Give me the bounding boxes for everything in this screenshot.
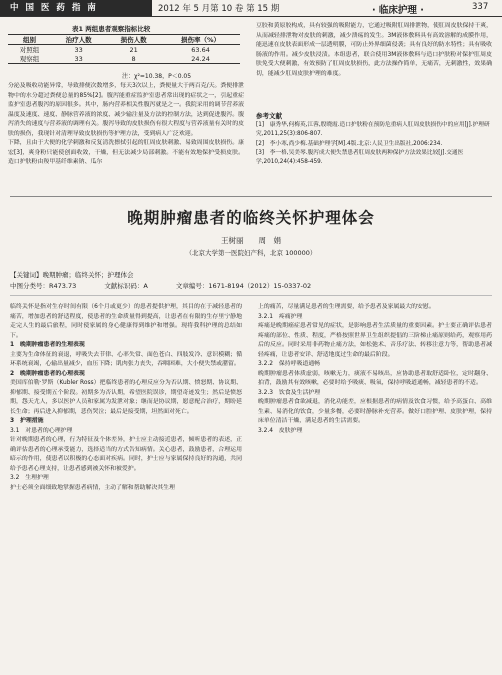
section-heading: 1 晚期肿瘤患者的生理表现: [10, 342, 85, 348]
table-header-row: [8, 35, 240, 45]
article-left-column: [10, 303, 242, 493]
table-cell: 63.64: [191, 45, 210, 54]
header-divider: [10, 295, 492, 296]
article-number: 文章编号：1671-8194（2012）15-0337-02: [175, 282, 312, 290]
paragraph: 下降，且由于大便的化学刺激和反复清洗擦拭引起的肛周皮肤刺激、易致周围皮肤损伤。康宏[3]，爽身粉只能使创面收敛，干燥，但无法减少局部刺激。不能有效地保护受损皮肤。造口护肤粉由羧甲基纤维素钠、瓜尔: [8, 140, 244, 165]
paragraph: 上的痛苦，尽量满足患者的生理需要，给予患者及家属最大的安慰。: [258, 304, 435, 310]
table-cell: 33: [74, 45, 83, 54]
subsection-heading: 3.2.3 饮食及生活护理: [258, 389, 321, 396]
issue-info: 2012 年 5 月第 10 卷 第 15 期: [158, 4, 280, 14]
table-note: 注：χ²=10.38，P＜0.05: [122, 73, 192, 80]
section-title: · 临床护理 ·: [372, 5, 424, 16]
table-cell: 21: [129, 45, 138, 54]
subsection-heading: 3.2.4 皮肤护理: [258, 427, 303, 434]
paragraph: 主要为生命体征的衰退，呼吸失去节律、心率失常、面色苍白、四肢发冷、意识模糊；循环系统衰竭，心输出量减少，血压下降；肌肉张力丧失，吞咽困难，大小便失禁或潴留。: [10, 351, 242, 367]
table-cell: 24.24: [191, 54, 210, 63]
subsection-heading: 3.1 对患者的心理护理: [10, 427, 73, 434]
table-cell: 对照组: [19, 46, 40, 54]
table-row: [8, 54, 240, 64]
section-heading: 2 晚期肿瘤患者的心理表现: [10, 370, 85, 377]
paragraph: 美国库伯勒·罗斯（Kubler Ross）把临终患者的心理反应分为否认期、愤怒期、协议期、抑郁期、接受期五个阶段。初期多为否认期，希望医院误诊，期望奇迹发生；然后是愤怒期，怨天尤人，多以医护人员和家属为发泄对象；继而是协议期，愿意配合治疗，期盼延长生命；再后进入抑郁期，悲伤哭泣；最后是接受期，坦然面对死亡。: [10, 380, 242, 415]
article-title: 晚期肿瘤患者的临终关怀护理体会: [127, 209, 375, 227]
paragraph: 临终关怀是指对生存时间有限（6个月或更少）的患者提供护理，其目的在于减轻患者的痛苦，增加患者的舒适程度，使患者的生命质量得到提高，让患者在有限的生存里宁静地走完人生的最后旅程，同时使家属的身心健康得到维护和增强。现将我科护理的总结如下。: [10, 304, 242, 339]
section-divider: [10, 196, 492, 197]
table-header-cell: 损伤人数: [120, 36, 147, 44]
journal-name: 中 国 医 药 指 南: [0, 0, 152, 16]
table-header-cell: 损伤率（%）: [181, 36, 221, 44]
table-cell: 观察组: [19, 55, 40, 63]
table-header-cell: 治疗人数: [65, 36, 92, 44]
references-list: [256, 121, 492, 168]
table-cell: 33: [74, 54, 83, 63]
paragraph: 分泌及吸收功能异常，导致排便次数增多，每天3次以上，粪便量大于两百克/天。粪便排泄物中的水分超过粪便总量的85%[2]。腹泻能重症监护室患者常出现的症状之一，引起重症监护室患者腹泻的原因很多。其中，肠内营养相关性腹泻就是之一。我院采用的调节营养液温度及速度、速度、静脉营养液的浓度、减少输注量及方法的控制方法，达到促进腹泻。腹泻消失的速度与营养液的调理有关。腹泻导致的皮肤损伤有很大程度与营养液量有关时的皮肤的损伤，我现针对清理导致皮肤损伤等护理方法，受到病人广泛欢迎。: [8, 83, 244, 137]
paragraph: 晚期肿瘤患者食欲减退，消化功能差，应根据患者的病情及饮食习惯，给予高蛋白、高维生素、易消化的饮食，少量多餐，必要时静脉补充营养。做好口腔护理、皮肤护理，保持床单位清洁干燥，满足患者的生活需要。: [258, 399, 492, 424]
table-row: [8, 45, 240, 55]
section-heading: 3 护理措施: [10, 418, 44, 424]
subsection-heading: 3.2 生理护理: [10, 475, 49, 481]
subsection-heading: 3.2.2 保持呼吸道通畅: [258, 361, 321, 367]
subsection-heading: 3.2.1 疼痛护理: [258, 313, 303, 320]
paragraph: 豆胶和黄原胶构成，具有较强的吸附能力，它通过吸附肛周排泄物，使肛周皮肤保持干爽，从而减轻排泄物对皮肤的刺激，减少溃疡的发生。3M液体敷料具有高效溶解的成膜作用，能迅速在皮肤表面形成一层透明膜，可防止外界细菌侵袭；具有良好的防水特性；具有吸收肠液的作用。减少皮肤浸渍。本组患者，联合使用3M液体敷料与造口护肤粉对保护肛周皮肤免受大便刺激，有效预防了肛周皮肤损伤，此方法操作简单，无痛苦，无刺激性，效果确切，能减少肛周皮肤护理的难度。: [256, 23, 492, 77]
classification-line: [10, 281, 490, 290]
paragraph: 疼痛是晚期癌症患者常见的症状，是影响患者生活质量的重要因素。护士要正确评估患者疼痛的部位、性质、程度，严格按照世界卫生组织提倡的三阶梯止痛原则给药，观察用药后的反应。同时采用非药物止痛方法，如松弛术、音乐疗法、转移注意力等，帮助患者减轻疼痛，让患者安详、舒适地度过生命的最后阶段。: [258, 323, 492, 358]
reference-item: [1] 康秀华,何梅英,江蓉,殷晓霞.造口护肤粉在预防危重病人肛周皮肤损伤中的应用[J].护理研究,2011,25(3):806-807.: [256, 122, 490, 137]
previous-article-left-column: [8, 82, 244, 168]
observation-table: [8, 34, 240, 64]
reference-item: [3] 李一格,吴美琴.腹泻成大便失禁患者肛周皮肤两种保护方法效果比较[J].交通医学,2010,24(4):458-459.: [256, 150, 464, 166]
paragraph: 晚期肿瘤患者体质虚弱，咳嗽无力，痰液不易咳出，应协助患者取舒适卧位，定时翻身、拍背，鼓励其有效咳嗽，必要时给予吸痰、吸氧，保持呼吸道通畅，减轻患者的不适。: [258, 370, 492, 386]
reference-item: [2] 李小寒,尚少梅.基础护理学[M].4版.北京:人民卫生出版社,2006:234.: [256, 140, 443, 147]
page-number: 337: [472, 2, 489, 12]
table-header-cell: 组别: [23, 36, 37, 44]
article-right-column: [258, 303, 492, 436]
article-affiliation: （北京大学第一医院妇产科，北京 100000）: [185, 249, 317, 257]
keywords: 【关键词】晚期肿瘤；临终关怀；护理体会: [10, 271, 134, 279]
article-authors: 王树丽 周 娟: [221, 236, 281, 245]
previous-article-right-column: [256, 22, 492, 79]
classification-number: 中图分类号：R473.73: [10, 282, 77, 290]
paragraph: 护士必须全面细致地掌握患者病情，主动了解和帮助解决其生理: [10, 484, 175, 491]
document-code: 文献标识码：A: [104, 282, 148, 290]
table-cell: 8: [131, 54, 136, 63]
paragraph: 针对晚期患者的心理，行为特征及个体差异，护士应主动接近患者，倾听患者的表述，正确评估患者的心理承受能力，选择适当的方式告知病情。关心患者，鼓励患者，合理运用暗示的作用，使患者以积极的心态面对疾病。同时，护士应与家属保持良好的沟通，共同给予患者心理支持，让患者感到被关怀和被爱护。: [10, 437, 242, 472]
references-title: 参考文献: [256, 112, 282, 120]
page-header: [0, 0, 502, 17]
table-caption: 表1 两组患者观察指标比较: [72, 25, 151, 33]
